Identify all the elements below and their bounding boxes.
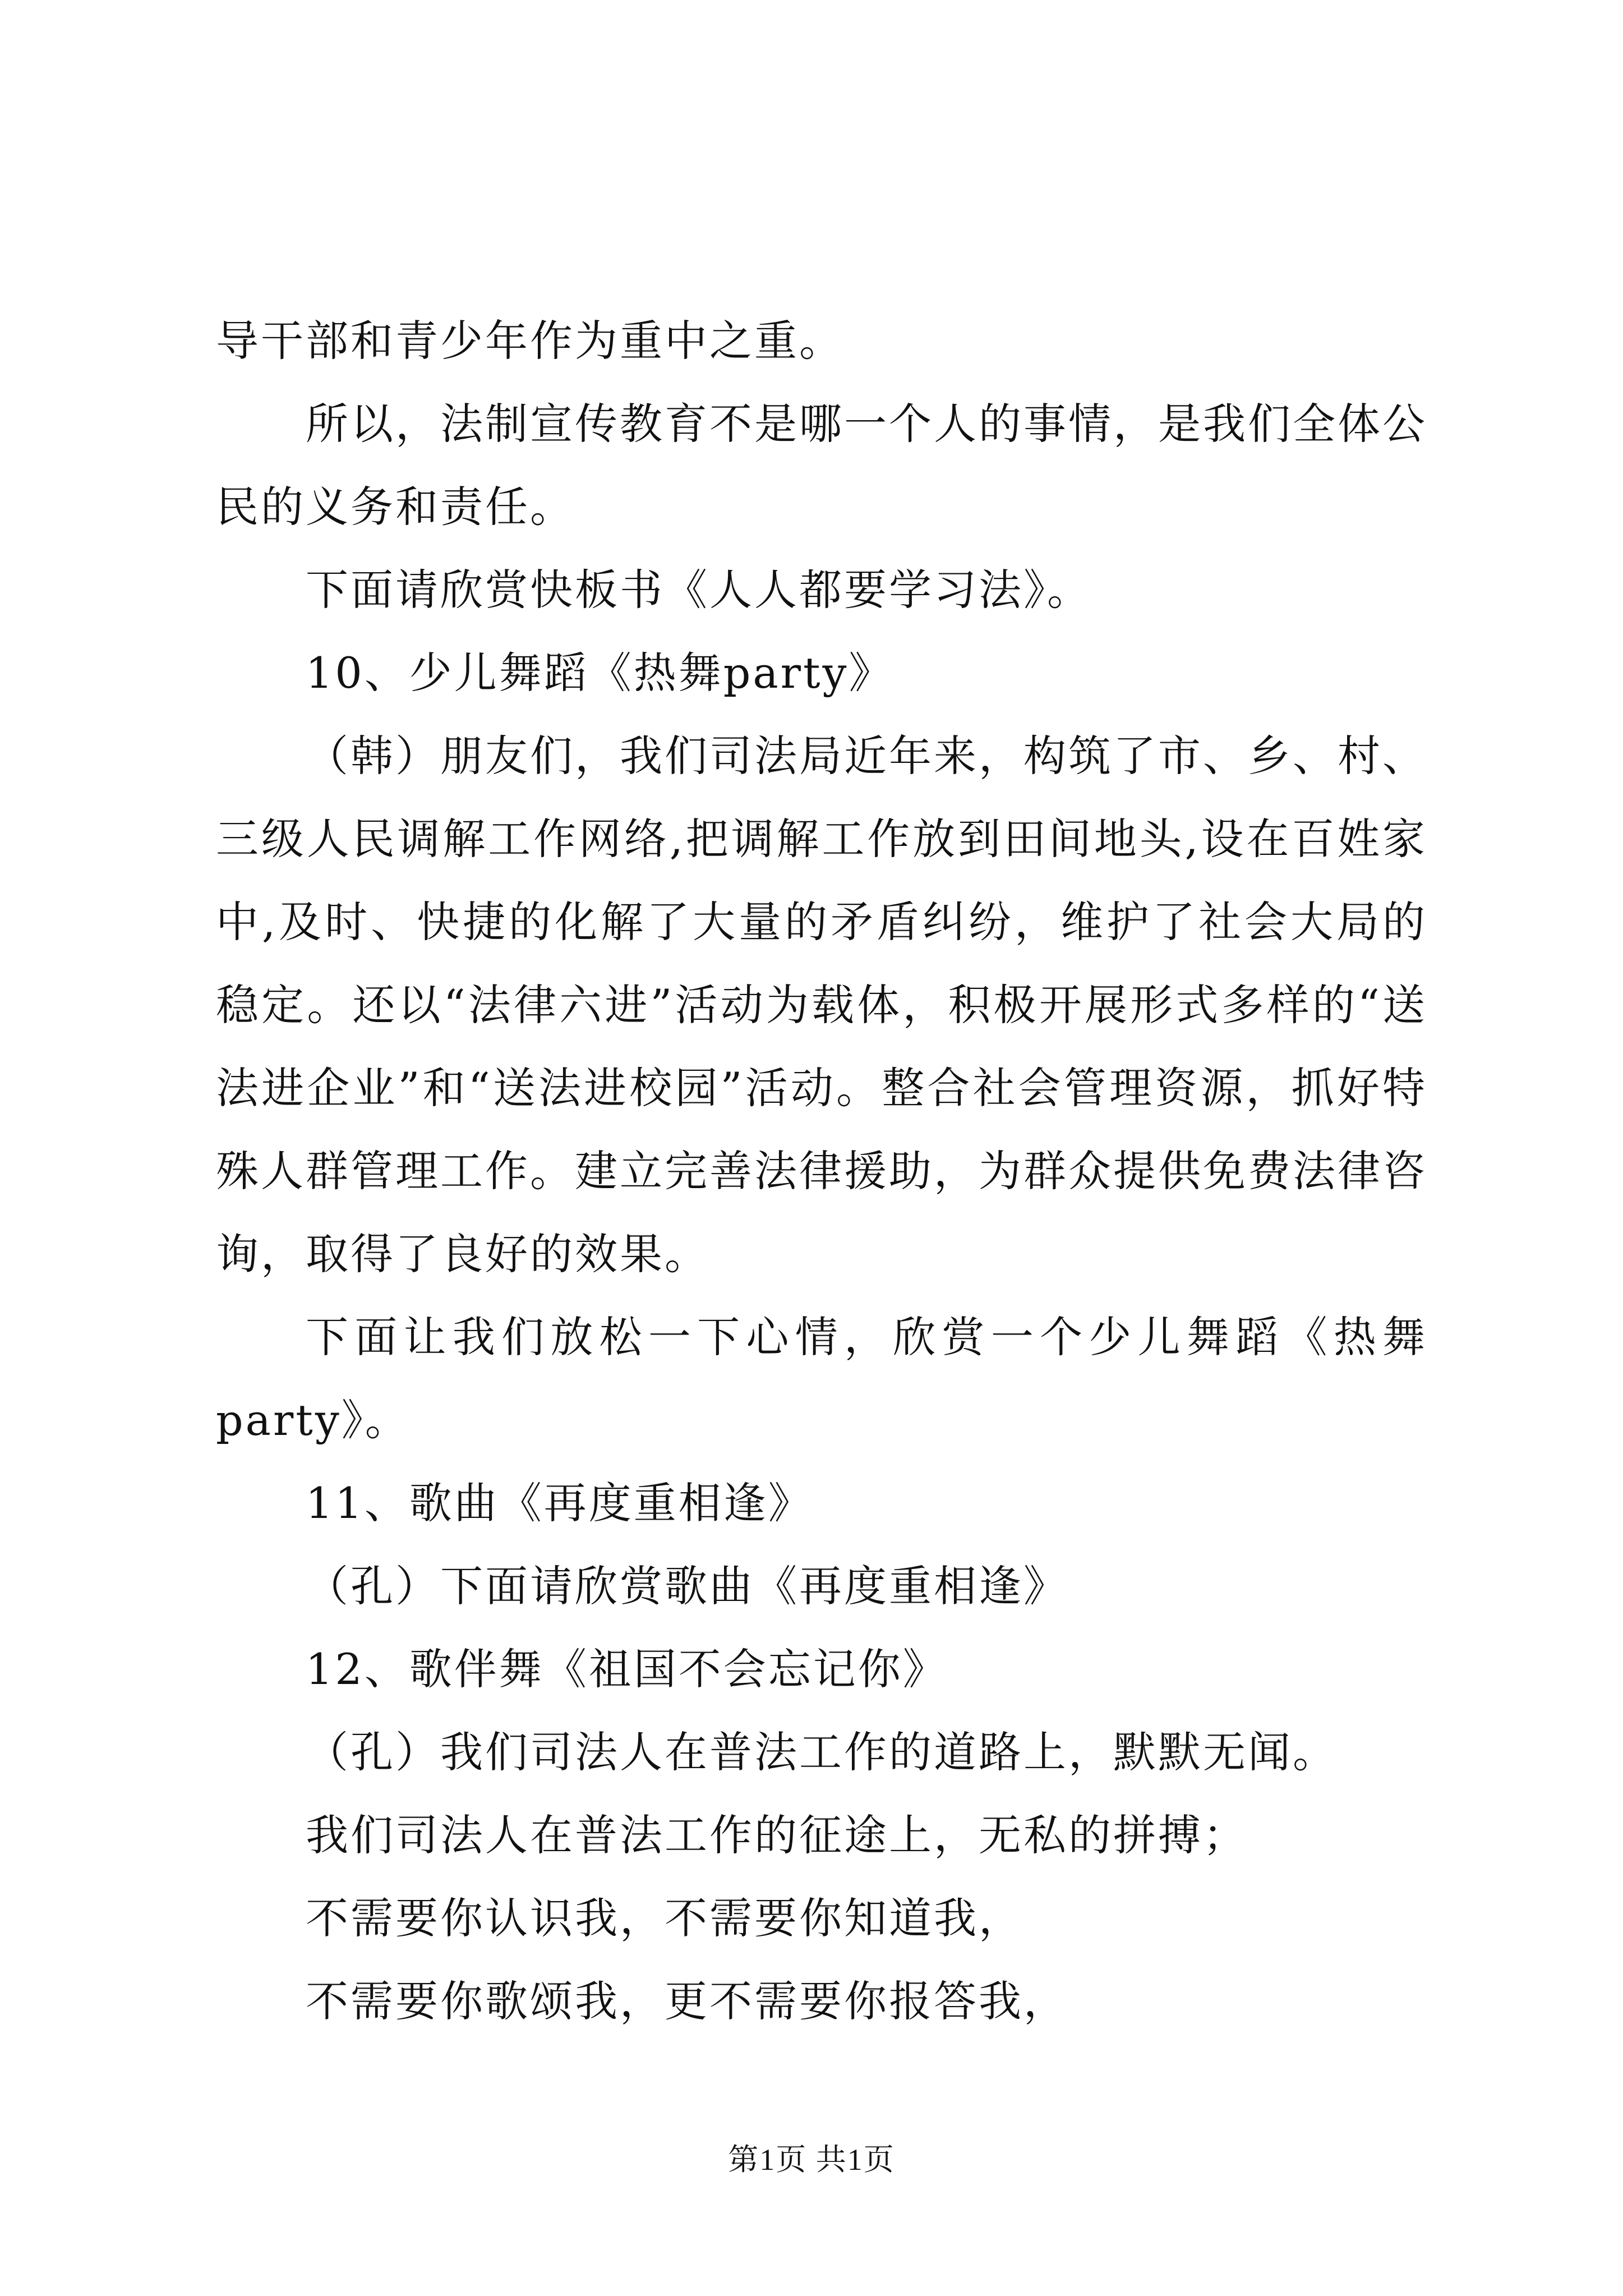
section-heading: 12、歌伴舞《祖国不会忘记你》 <box>306 1644 948 1694</box>
paragraph: 所以，法制宣传教育不是哪一个人的事情，是我们全体公民的义务和责任。 <box>216 399 1427 532</box>
paragraph: 下面请欣赏快板书《人人都要学习法》。 <box>306 565 1092 615</box>
paragraph: 下面让我们放松一下心情，欣赏一个少儿舞蹈《热舞party》。 <box>216 1312 1427 1445</box>
paragraph: （孔）下面请欣赏歌曲《再度重相逢》 <box>306 1561 1068 1611</box>
page-number: 第1页 共1页 <box>728 2143 895 2177</box>
paragraph: （孔）我们司法人在普法工作的道路上，默默无闻。 <box>306 1727 1338 1777</box>
document-body <box>216 300 1427 2043</box>
section-heading: 10、少儿舞蹈《热舞party》 <box>306 648 894 698</box>
paragraph: （韩）朋友们，我们司法局近年来，构筑了市、乡、村、三级人民调解工作网络,把调解工作放到田间地头,设在百姓家中,及时、快捷的化解了大量的矛盾纠纷，维护了社会大局的稳定。还以“法律六进”活动为载体，积极开展形式多样的“送法进企业”和“送法进校园”活动。整合社会管理资源，抓好特殊人群管理工作。建立完善法律援助，为群众提供免费法律咨询，取得了良好的效果。 <box>216 731 1427 1279</box>
paragraph: 不需要你认识我，不需要你知道我， <box>306 1893 1023 1943</box>
section-heading: 11、歌曲《再度重相逢》 <box>306 1478 813 1528</box>
page-footer <box>0 2140 1623 2179</box>
paragraph: 不需要你歌颂我，更不需要你报答我， <box>306 1976 1068 2026</box>
paragraph: 导干部和青少年作为重中之重。 <box>216 316 844 366</box>
paragraph: 我们司法人在普法工作的征途上，无私的拼搏； <box>306 1810 1248 1860</box>
